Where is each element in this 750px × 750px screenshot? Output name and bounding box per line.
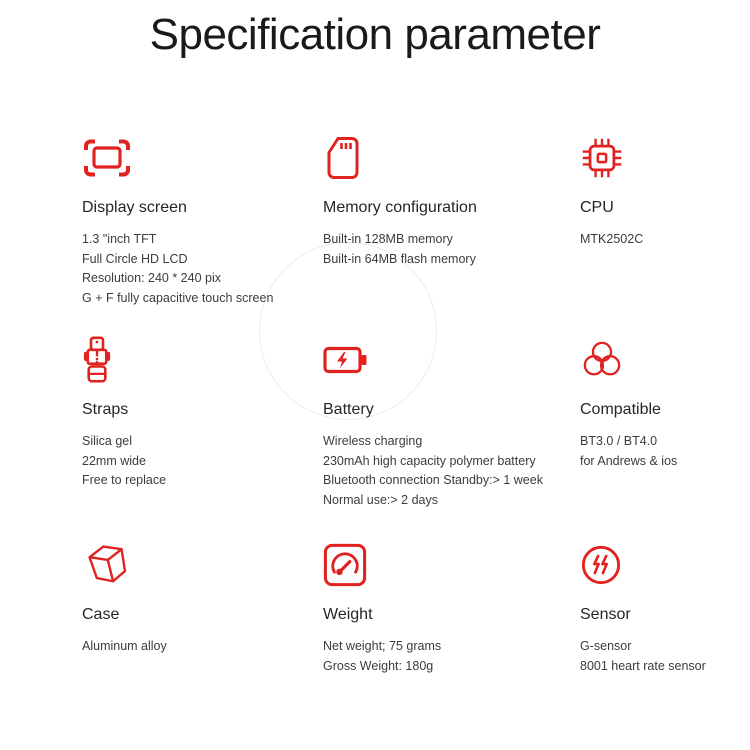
spec-line: Net weight; 75 grams [323,639,442,653]
spec-item-display-screen [82,133,323,335]
spec-line: Wireless charging [323,434,423,448]
spec-item-title: Display screen [82,199,187,216]
spec-line: Aluminum alloy [82,639,167,653]
spec-item-title: CPU [580,199,614,216]
spec-line: 22mm wide [82,453,146,468]
cube-icon [82,540,323,590]
page-title: Specification parameter [149,10,601,59]
spec-line: for Andrews & ios [580,453,678,468]
gauge-icon [323,540,580,590]
spec-line: Full Circle HD LCD [82,251,188,266]
battery-icon [323,335,580,385]
spec-item-case [82,540,323,676]
spec-item-lines [580,637,750,676]
spec-item-title: Battery [323,401,374,418]
memory-card-icon [323,133,580,183]
watch-strap-icon [82,335,323,385]
display-icon [82,133,323,183]
spec-line: Silica gel [82,434,133,448]
spec-line: Gross Weight: 180g [323,658,434,673]
spec-item-lines [323,637,580,676]
spec-item-title: Memory configuration [323,199,477,216]
spec-item-sensor [580,540,750,676]
spec-line: Resolution: 240 * 240 pix [82,271,221,285]
spec-line: 230mAh high capacity polymer battery [323,453,536,468]
heat-sensor-icon [580,540,750,590]
spec-line: MTK2502C [580,232,644,246]
spec-line: Free to replace [82,473,167,487]
spec-item-straps [82,335,323,540]
spec-item-lines [580,230,750,250]
spec-line: Bluetooth connection Standby:> 1 week [323,473,543,487]
spec-line: 1.3 "inch TFT [82,232,157,246]
spec-item-title: Compatible [580,401,661,418]
cpu-chip-icon [580,133,750,183]
spec-item-title: Sensor [580,606,631,623]
spec-item-lines [580,432,750,471]
spec-line: G + F fully capacitive touch screen [82,290,274,305]
spec-line: Built-in 64MB flash memory [323,251,476,266]
spec-item-lines [82,230,323,308]
spec-item-lines [82,432,323,491]
spec-item-title: Weight [323,606,373,623]
spec-item-cpu [580,133,750,335]
spec-line: BT3.0 / BT4.0 [580,434,658,448]
spec-item-memory [323,133,580,335]
spec-grid [82,133,750,676]
spec-line: 8001 heart rate sensor [580,658,706,673]
spec-line: Built-in 128MB memory [323,232,453,246]
spec-line: G-sensor [580,639,632,653]
venn-circles-icon [580,335,750,385]
spec-line: Normal use:> 2 days [323,492,438,507]
spec-item-lines [323,230,580,269]
spec-item-title: Straps [82,401,129,418]
spec-item-weight [323,540,580,676]
spec-item-lines [82,637,323,657]
spec-item-title: Case [82,606,120,623]
spec-item-lines [323,432,580,510]
spec-item-battery [323,335,580,540]
spec-item-compatible [580,335,750,540]
